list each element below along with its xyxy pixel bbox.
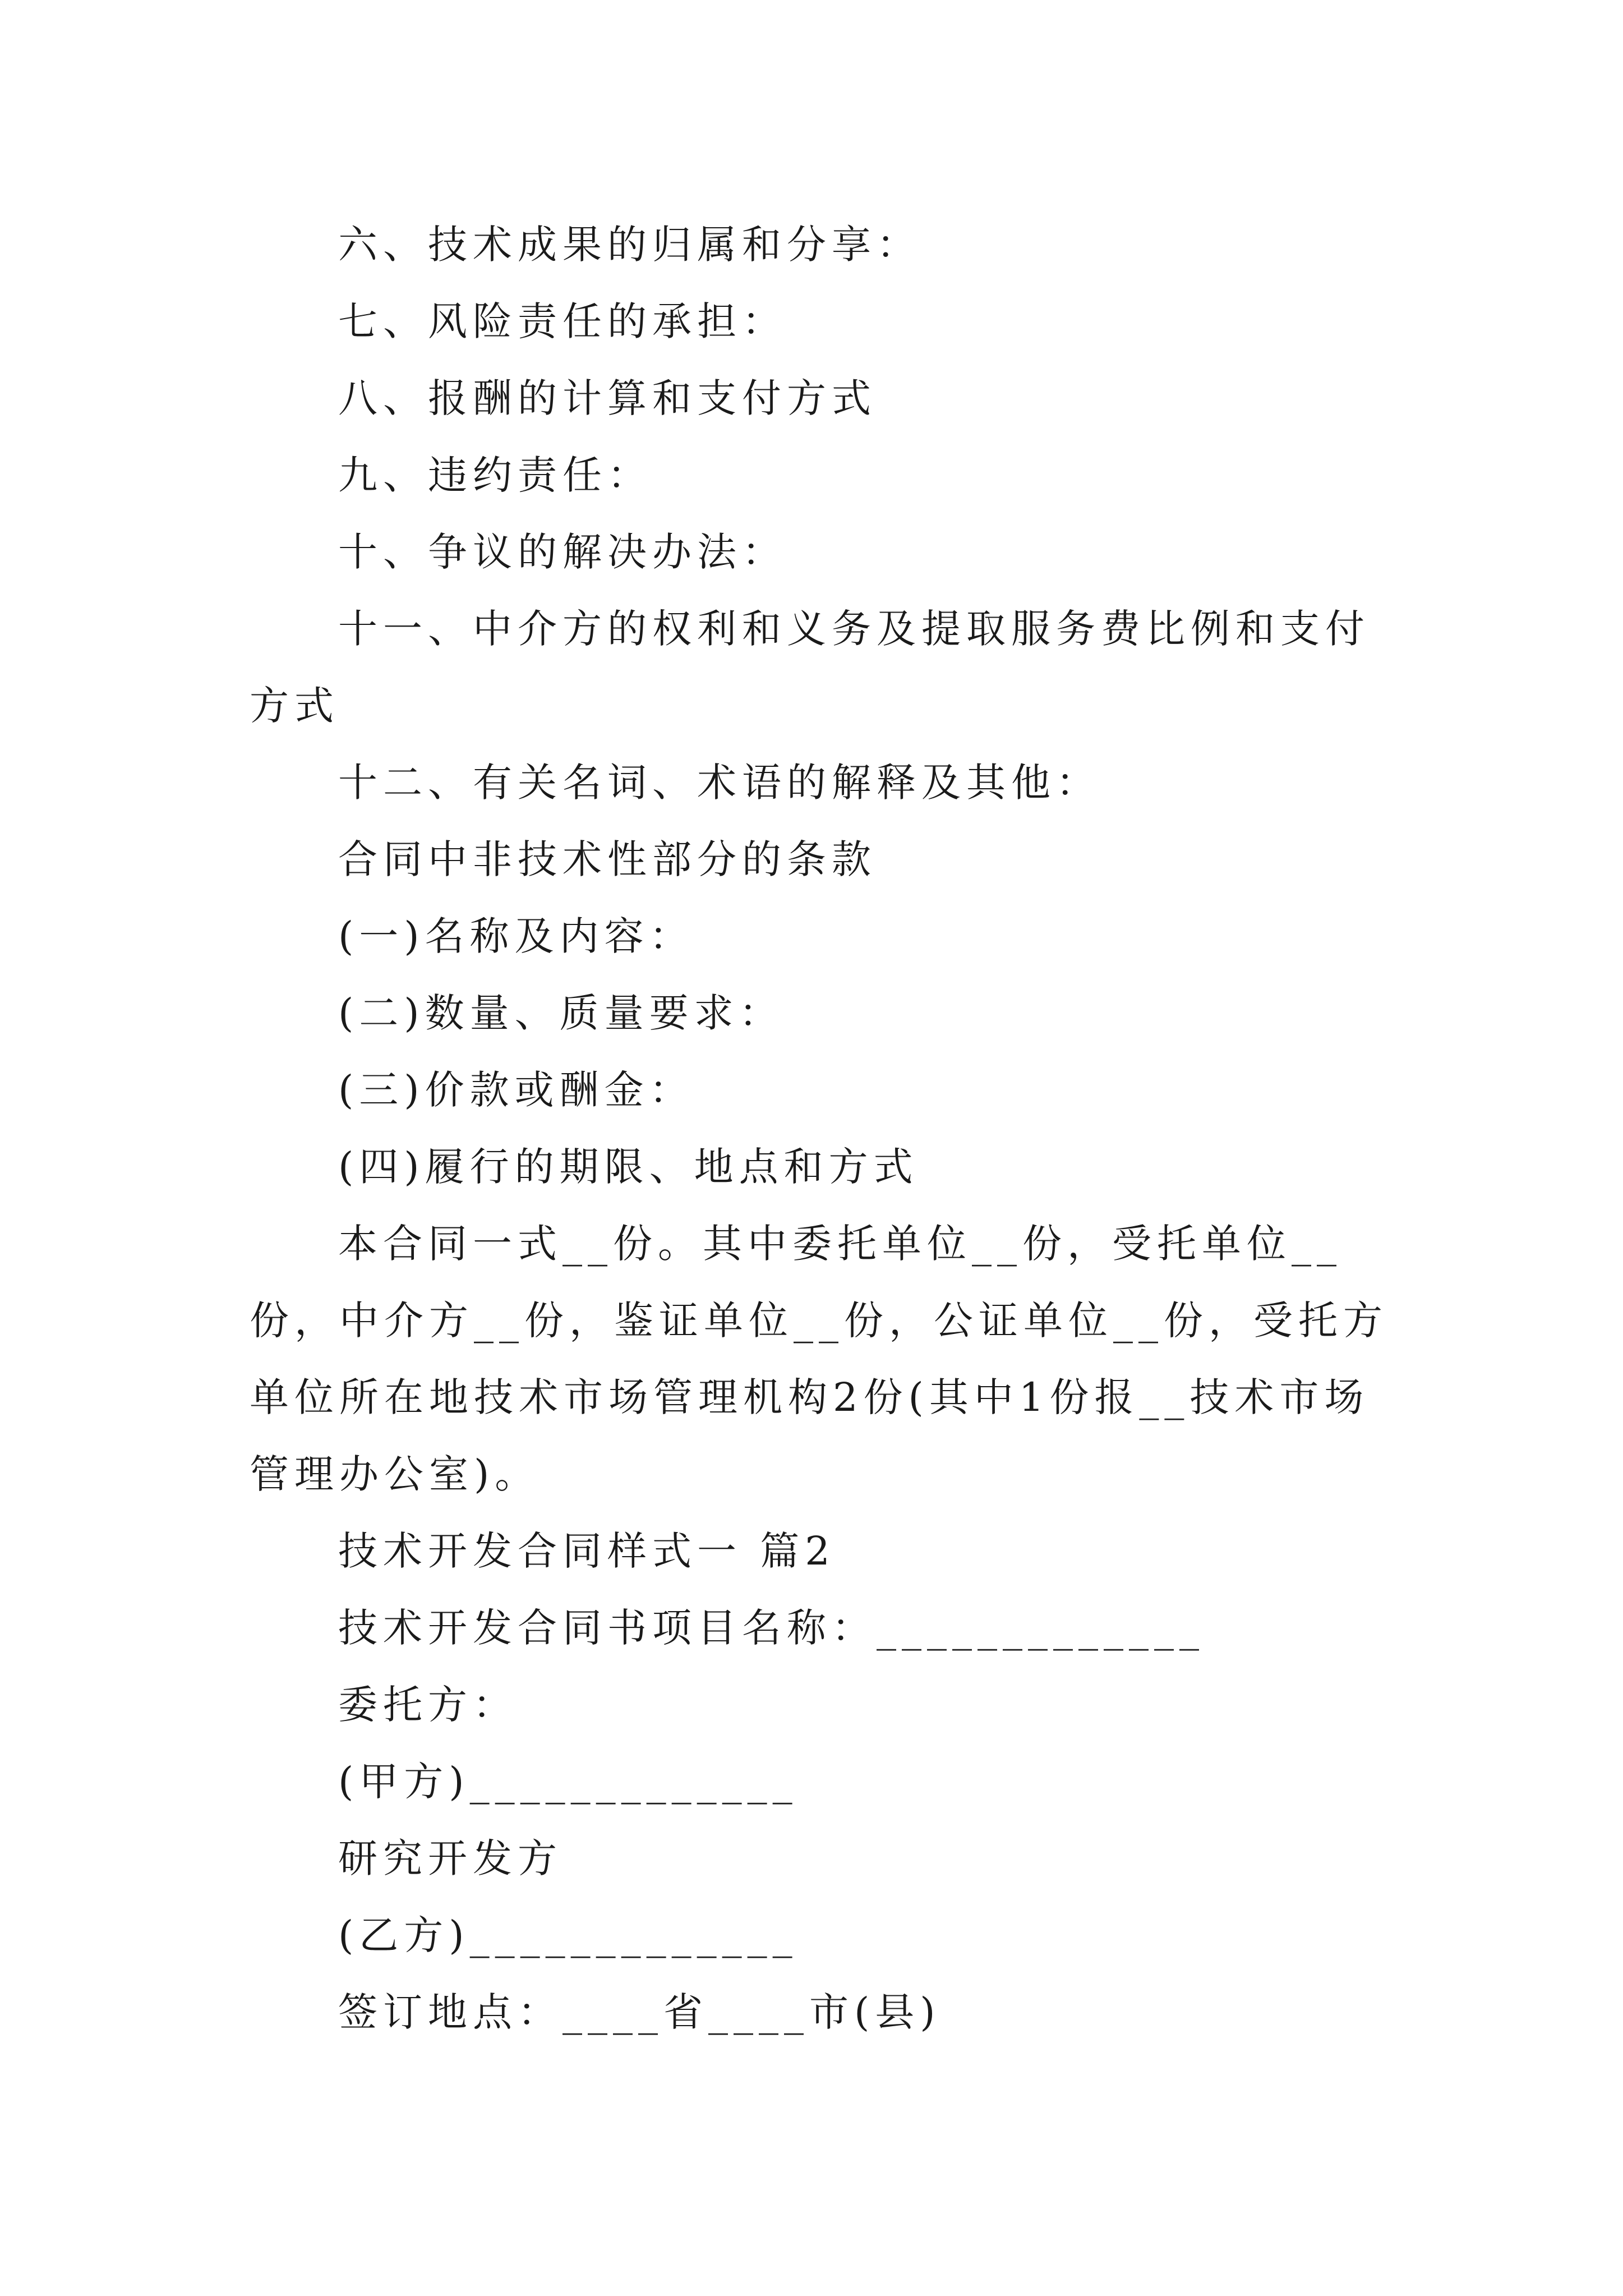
clause-7: 七、风险责任的承担： <box>338 298 787 344</box>
signing-place-line: 签订地点：____省____市(县) <box>338 1989 941 2035</box>
item-performance: (四)履行的期限、地点和方式 <box>338 1144 919 1190</box>
non-technical-heading: 合同中非技术性部分的条款 <box>338 836 877 882</box>
party-a-line: (甲方)_____________ <box>338 1759 798 1805</box>
copies-paragraph: 本合同一式__份。其中委托单位__份，受托单位__份，中介方__份，鉴证单位__份，公证单位__份，受托方单位所在地技术市场管理机构2份(其中1份报__技术市场管理办公室)。 <box>250 1221 1388 1497</box>
item-quantity-quality: (二)数量、质量要求： <box>338 990 784 1036</box>
item-price: (三)价款或酬金： <box>338 1067 694 1113</box>
client-label: 委托方： <box>338 1682 518 1728</box>
document-body <box>250 206 1388 2051</box>
clause-11: 十一、中介方的权利和义务及提取服务费比例和支付方式 <box>250 606 1370 729</box>
item-name-content: (一)名称及内容： <box>338 913 694 959</box>
party-b-line: (乙方)_____________ <box>338 1912 798 1958</box>
clause-6: 六、技术成果的归属和分享： <box>338 222 921 268</box>
developer-label: 研究开发方 <box>338 1835 562 1881</box>
section-title: 技术开发合同样式一 篇2 <box>338 1528 836 1574</box>
clause-9: 九、违约责任： <box>338 452 652 498</box>
clause-10: 十、争议的解决办法： <box>338 529 787 575</box>
clause-12: 十二、有关名词、术语的解释及其他： <box>338 760 1101 806</box>
project-name-line: 技术开发合同书项目名称：_____________ <box>338 1605 1205 1651</box>
clause-8: 八、报酬的计算和支付方式 <box>338 375 877 421</box>
